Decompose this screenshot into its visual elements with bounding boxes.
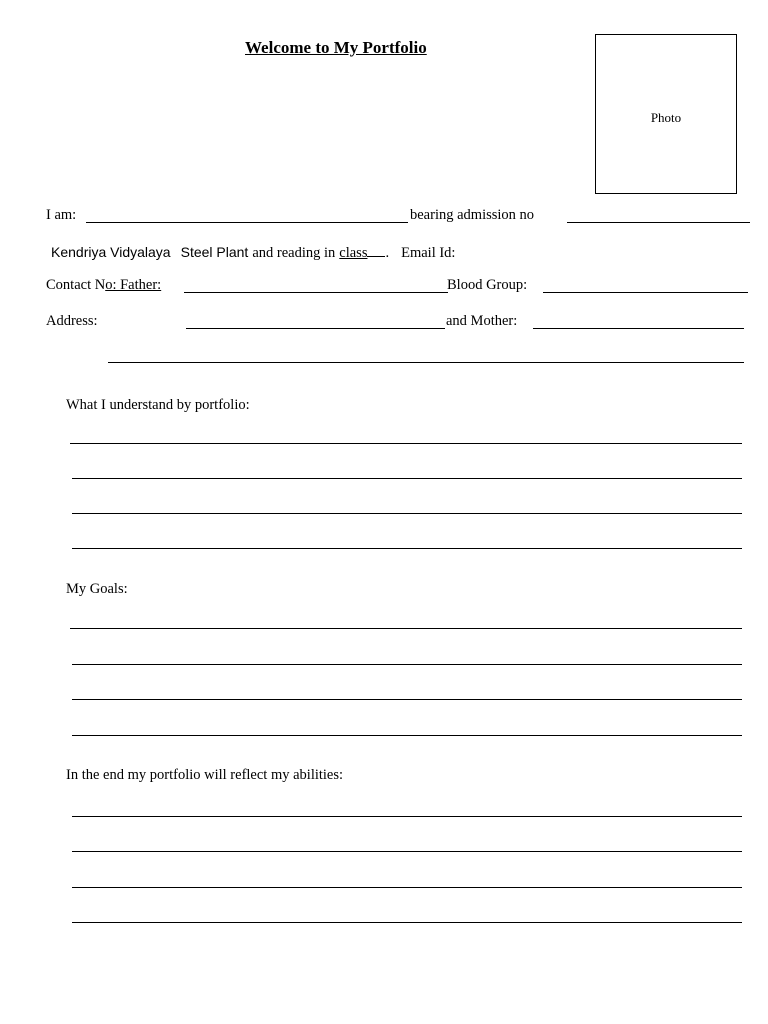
goals-line-1[interactable] (70, 628, 742, 629)
portfolio-understanding-line-1[interactable] (70, 443, 742, 444)
abilities-heading: In the end my portfolio will reflect my abilities: (66, 767, 344, 783)
goals-heading: My Goals: (66, 581, 128, 597)
address-field-line-2[interactable] (108, 362, 744, 363)
father-contact-field-line[interactable] (184, 292, 448, 293)
portfolio-understanding-line-4[interactable] (72, 548, 742, 549)
photo-box (595, 34, 737, 194)
address-label: Address: (46, 313, 98, 329)
abilities-line-3[interactable] (72, 887, 742, 888)
admission-no-field-line[interactable] (567, 222, 750, 223)
school-line: Kendriya Vidyalaya Steel Plant and reading in class . Email Id: (51, 244, 456, 261)
admission-label: bearing admission no (410, 207, 535, 223)
portfolio-understanding-line-3[interactable] (72, 513, 742, 514)
contact-label-prefix: Contact N (46, 277, 106, 293)
contact-label (46, 277, 161, 294)
portfolio-understanding-line-2[interactable] (72, 478, 742, 479)
photo-label: Photo (650, 110, 682, 125)
portfolio-understanding-heading: What I understand by portfolio: (66, 397, 250, 413)
i-am-label: I am: (46, 207, 77, 223)
school-name-part1: Kendriya Vidyalaya (51, 244, 171, 260)
abilities-line-4[interactable] (72, 922, 742, 923)
contact-label-suffix: o: Father: (105, 277, 162, 293)
blood-group-field-line[interactable] (543, 292, 748, 293)
name-field-line[interactable] (86, 222, 408, 223)
email-label: Email Id: (401, 245, 456, 261)
mother-contact-field-line[interactable] (533, 328, 744, 329)
reading-in-label: and reading in (252, 245, 336, 261)
goals-line-2[interactable] (72, 664, 742, 665)
goals-line-3[interactable] (72, 699, 742, 700)
goals-line-4[interactable] (72, 735, 742, 736)
page-title: Welcome to My Portfolio (245, 38, 427, 57)
school-name-part2: Steel Plant (180, 244, 249, 260)
class-field-line[interactable] (367, 242, 385, 257)
blood-group-label: Blood Group: (447, 277, 528, 293)
abilities-line-2[interactable] (72, 851, 742, 852)
abilities-line-1[interactable] (72, 816, 742, 817)
mother-label: and Mother: (446, 313, 518, 329)
class-label: class (339, 245, 368, 261)
address-field-line-1[interactable] (186, 328, 445, 329)
